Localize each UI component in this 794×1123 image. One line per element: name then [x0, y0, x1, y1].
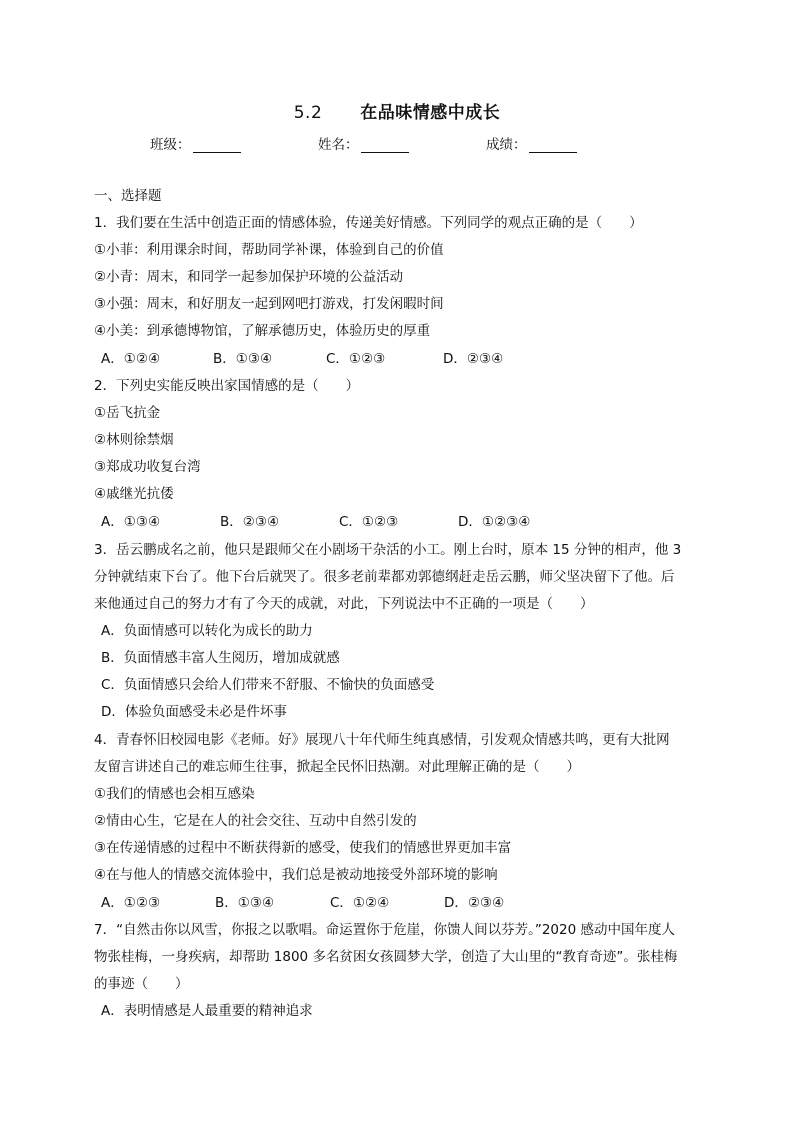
- q1-option-b[interactable]: B．①③④: [213, 351, 273, 367]
- name-blank: [361, 138, 409, 153]
- q1-option-c[interactable]: C．①②③: [326, 351, 386, 367]
- q2-item: ④戚继光抗倭: [94, 486, 174, 502]
- lesson-number: 5.2: [293, 103, 323, 123]
- student-info-row: [150, 133, 650, 153]
- q4-option-d[interactable]: D．②③④: [444, 895, 505, 911]
- lesson-title: 在品味情感中成长: [360, 103, 501, 123]
- q1-item: ④小美：到承德博物馆，了解承德历史，体验历史的厚重: [94, 323, 431, 339]
- q4-item: ②情由心生，它是在人的社会交往、互动中自然引发的: [94, 813, 417, 829]
- q3-option-c[interactable]: C．负面情感只会给人们带来不舒服、不愉快的负面感受: [101, 677, 435, 693]
- q1-stem: 1．我们要在生活中创造正面的情感体验，传递美好情感。下列同学的观点正确的是（ ）: [94, 215, 643, 231]
- name-label: 姓名：: [318, 137, 359, 153]
- q4-option-b[interactable]: B．①③④: [215, 895, 275, 911]
- q7-stem-line: 的事迹（ ）: [94, 976, 189, 992]
- class-label: 班级：: [150, 137, 191, 153]
- q4-stem-line: 4．青春怀旧校园电影《老师。好》展现八十年代师生纯真感情，引发观众情感共鸣，更有大批网: [94, 732, 670, 748]
- q1-item: ②小青：周末，和同学一起参加保护环境的公益活动: [94, 269, 404, 285]
- section-heading: 一、选择题: [94, 188, 162, 204]
- q4-option-a[interactable]: A．①②③: [101, 895, 161, 911]
- q1-item: ③小强：周末，和好朋友一起到网吧打游戏，打发闲暇时间: [94, 296, 444, 312]
- q2-stem: 2．下列史实能反映出家国情感的是（ ）: [94, 378, 360, 394]
- q7-stem-line: 7．“自然击你以风雪，你报之以歌唱。命运置你于危崖，你馈人间以芬芳。”2020 感动中国年度人: [94, 922, 675, 938]
- q3-option-d[interactable]: D．体验负面感受未必是件坏事: [101, 704, 287, 720]
- q3-stem-line: 3．岳云鹏成名之前，他只是跟师父在小剧场干杂活的小工。刚上台时，原本 15 分钟的相声，他 3: [94, 542, 682, 558]
- class-blank: [193, 138, 241, 153]
- q2-item: ①岳飞抗金: [94, 405, 161, 421]
- score-label: 成绩：: [486, 137, 527, 153]
- q2-item: ②林则徐禁烟: [94, 432, 174, 448]
- q4-stem-line: 友留言讲述自己的难忘师生往事，掀起全民怀旧热潮。对此理解正确的是（ ）: [94, 759, 580, 775]
- score-blank: [529, 138, 577, 153]
- q4-item: ③在传递情感的过程中不断获得新的感受，使我们的情感世界更加丰富: [94, 840, 512, 856]
- q1-option-d[interactable]: D．②③④: [443, 351, 504, 367]
- score-field: [486, 133, 577, 153]
- q4-option-c[interactable]: C．①②④: [330, 895, 390, 911]
- q2-item: ③郑成功收复台湾: [94, 459, 201, 475]
- q1-option-a[interactable]: A．①②④: [101, 351, 161, 367]
- page-title: [0, 98, 794, 123]
- q3-stem-line: 来他通过自己的努力才有了今天的成就，对此，下列说法中不正确的一项是（ ）: [94, 596, 594, 612]
- name-field: [318, 133, 409, 153]
- q3-stem-line: 分钟就结束下台了。他下台后就哭了。很多老前辈都劝郭德纲赶走岳云鹏，师父坚决留下了他。后: [94, 569, 675, 585]
- q4-item: ①我们的情感也会相互感染: [94, 786, 255, 802]
- q2-option-b[interactable]: B．②③④: [220, 514, 280, 530]
- q2-option-c[interactable]: C．①②③: [339, 514, 399, 530]
- q7-stem-line: 物张桂梅，一身疾病，却帮助 1800 多名贫困女孩圆梦大学，创造了大山里的“教育奇迹”。张桂梅: [94, 949, 678, 965]
- q7-option-a[interactable]: A．表明情感是人最重要的精神追求: [101, 1003, 313, 1019]
- q3-option-a[interactable]: A．负面情感可以转化为成长的助力: [101, 623, 313, 639]
- q3-option-b[interactable]: B．负面情感丰富人生阅历，增加成就感: [101, 650, 340, 666]
- q4-item: ④在与他人的情感交流体验中，我们总是被动地接受外部环境的影响: [94, 867, 498, 883]
- class-field: [150, 133, 241, 153]
- q1-item: ①小菲：利用课余时间，帮助同学补课，体验到自己的价值: [94, 242, 444, 258]
- q2-option-a[interactable]: A．①③④: [101, 514, 161, 530]
- q2-option-d[interactable]: D．①②③④: [458, 514, 531, 530]
